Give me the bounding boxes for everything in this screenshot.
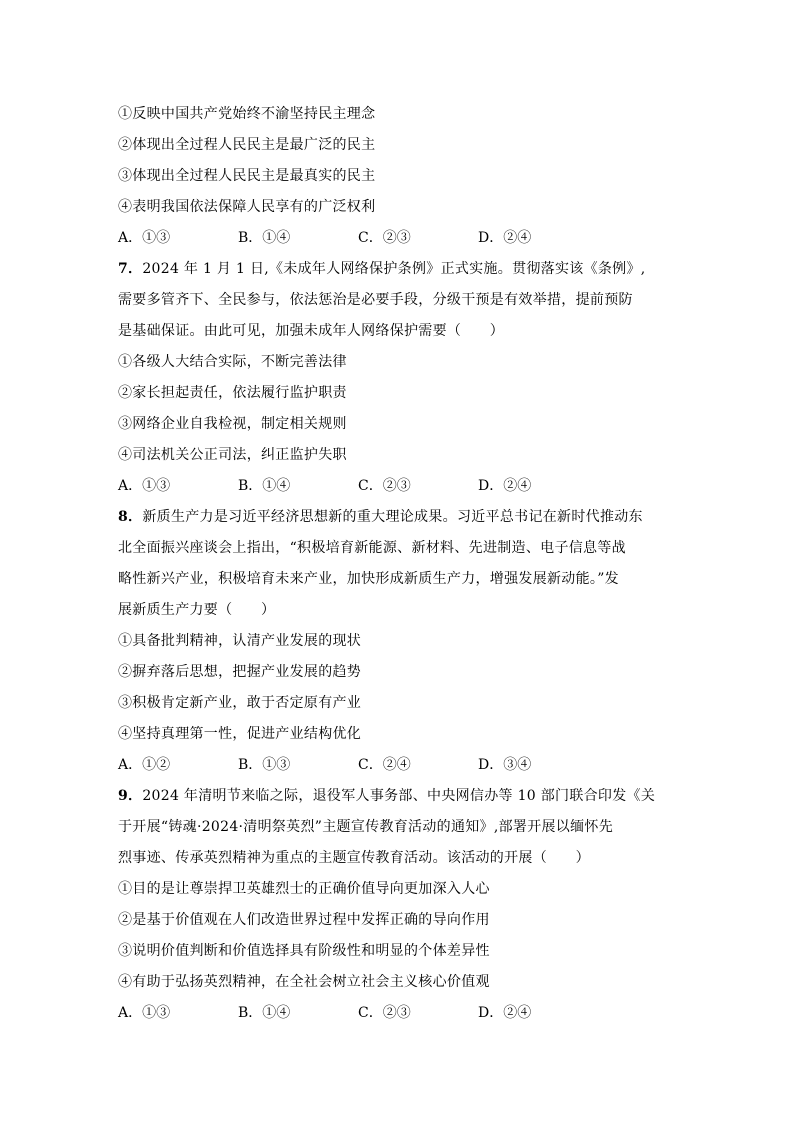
q8-item-1: ①具备批判精神，认清产业发展的现状	[118, 633, 362, 649]
q9-options	[118, 998, 688, 1029]
q6-item-3: ③体现出全过程人民民主是最真实的民主	[118, 168, 376, 184]
q7-option-c: C．②③	[358, 478, 411, 494]
q7-item-1: ①各级人大结合实际，不断完善法律	[118, 354, 347, 370]
q8-stem-line-3: 略性新兴产业，积极培育未来产业，加快形成新质生产力，增强发展新动能。”发	[118, 571, 619, 587]
q6-option-c: C．②③	[358, 230, 411, 246]
q8-option-c: C．②④	[358, 757, 411, 773]
q9-item-1: ①目的是让尊崇捍卫英雄烈士的正确价值导向更加深入人心	[118, 881, 490, 897]
q9-stem-line-2: 于开展“铸魂·2024·清明祭英烈”主题宣传教育活动的通知》,部署开展以缅怀先	[118, 819, 613, 835]
q9-number: 9．	[118, 788, 143, 804]
question-8	[118, 502, 688, 781]
q6-item-2: ②体现出全过程人民民主是最广泛的民主	[118, 137, 376, 153]
q7-stem-line-2: 需要多管齐下、全民参与，依法惩治是必要手段，分级干预是有效举措，提前预防	[118, 292, 633, 308]
q7-stem-line-3: 是基础保证。由此可见，加强未成年人网络保护需要（ ）	[118, 323, 505, 339]
exam-page	[118, 99, 688, 1029]
q6-item-1: ①反映中国共产党始终不渝坚持民主理念	[118, 106, 376, 122]
q9-item-2: ②是基于价值观在人们改造世界过程中发挥正确的导向作用	[118, 912, 490, 928]
q7-option-d: D．②④	[478, 478, 532, 494]
q6-option-b: B．①④	[238, 230, 291, 246]
q9-option-d: D．②④	[478, 1005, 532, 1021]
q8-options	[118, 750, 688, 781]
q8-stem-line-1: 8．新质生产力是习近平经济思想新的重大理论成果。习近平总书记在新时代推动东	[118, 509, 643, 525]
question-9	[118, 781, 688, 1029]
q7-stem-line-1: 7．2024 年 1 月 1 日,《未成年人网络保护条例》正式实施。贯彻落实该《条例》,	[118, 261, 646, 277]
q7-item-2: ②家长担起责任，依法履行监护职责	[118, 385, 347, 401]
q7-option-a: A．①③	[118, 478, 171, 494]
q8-item-4: ④坚持真理第一性，促进产业结构优化	[118, 726, 362, 742]
q7-options	[118, 471, 688, 502]
q8-stem-line-4: 展新质生产力要（ ）	[118, 602, 276, 618]
q8-stem-line-2: 北全面振兴座谈会上指出，“积极培育新能源、新材料、先进制造、电子信息等战	[118, 540, 626, 556]
q9-option-c: C．②③	[358, 1005, 411, 1021]
q8-option-d: D．③④	[478, 757, 532, 773]
q8-item-2: ②摒弃落后思想，把握产业发展的趋势	[118, 664, 362, 680]
question-7	[118, 254, 688, 502]
question-6	[118, 99, 688, 254]
q9-item-4: ④有助于弘扬英烈精神，在全社会树立社会主义核心价值观	[118, 974, 490, 990]
q8-option-b: B．①③	[238, 757, 291, 773]
q7-number: 7．	[118, 261, 143, 277]
q9-stem-line-3: 烈事迹、传承英烈精神为重点的主题宣传教育活动。该活动的开展（ ）	[118, 850, 590, 866]
q6-option-a: A．①③	[118, 230, 171, 246]
q8-item-3: ③积极肯定新产业，敢于否定原有产业	[118, 695, 362, 711]
q7-item-3: ③网络企业自我检视，制定相关规则	[118, 416, 347, 432]
q8-number: 8．	[118, 509, 143, 525]
q9-item-3: ③说明价值判断和价值选择具有阶级性和明显的个体差异性	[118, 943, 490, 959]
q6-item-4: ④表明我国依法保障人民享有的广泛权利	[118, 199, 376, 215]
q6-option-d: D．②④	[478, 230, 532, 246]
q7-item-4: ④司法机关公正司法，纠正监护失职	[118, 447, 347, 463]
q8-option-a: A．①②	[118, 757, 171, 773]
q9-option-a: A．①③	[118, 1005, 171, 1021]
q9-stem-line-1: 9．2024 年清明节来临之际，退役军人事务部、中央网信办等 10 部门联合印发《关	[118, 788, 656, 804]
q9-option-b: B．①④	[238, 1005, 291, 1021]
q6-options	[118, 223, 688, 254]
q7-option-b: B．①④	[238, 478, 291, 494]
